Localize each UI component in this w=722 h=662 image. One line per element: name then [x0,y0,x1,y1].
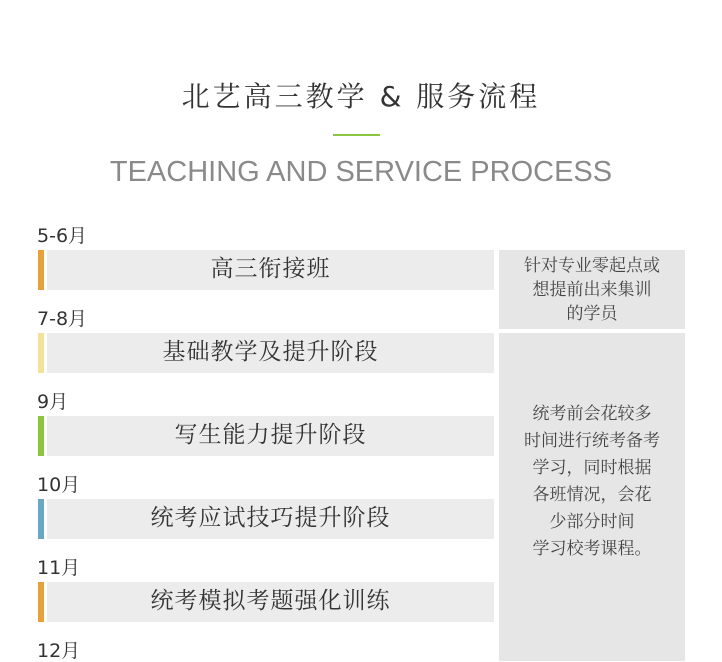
stage-label-1: 高三衔接班 [210,256,331,282]
stage-date-5: 11月 [37,557,81,579]
page-subtitle: TEACHING AND SERVICE PROCESS [109,156,613,188]
stage-label-2: 基础教学及提升阶段 [162,339,379,365]
stage-bar-2 [38,333,494,373]
stage-date-3: 9月 [37,391,69,413]
stage-bar-5 [38,582,494,622]
stage-bar-1 [38,250,494,290]
note-text-2: 统考前会花较多 时间进行统考备考 学习，同时根据 各班情况，会花 少部分时间 学习校考课程。 [524,404,660,559]
stage-date-2: 7-8月 [37,308,88,330]
note-text-1: 针对专业零起点或 想提前出来集训 的学员 [524,255,660,324]
page-title: 北艺高三教学 & 服务流程 [181,80,541,113]
stage-bar-3 [38,416,494,456]
stage-label-3: 写生能力提升阶段 [174,422,367,448]
stage-label-4: 统考应试技巧提升阶段 [150,505,391,531]
note-box-1 [499,250,685,329]
stage-bar-4 [38,499,494,539]
stage-date-6: 12月 [37,640,81,662]
title-divider [333,134,380,136]
stage-date-1: 5-6月 [37,225,88,247]
stage-label-5: 统考模拟考题强化训练 [150,588,391,614]
stage-date-4: 10月 [37,474,81,496]
note-box-2 [499,333,685,661]
